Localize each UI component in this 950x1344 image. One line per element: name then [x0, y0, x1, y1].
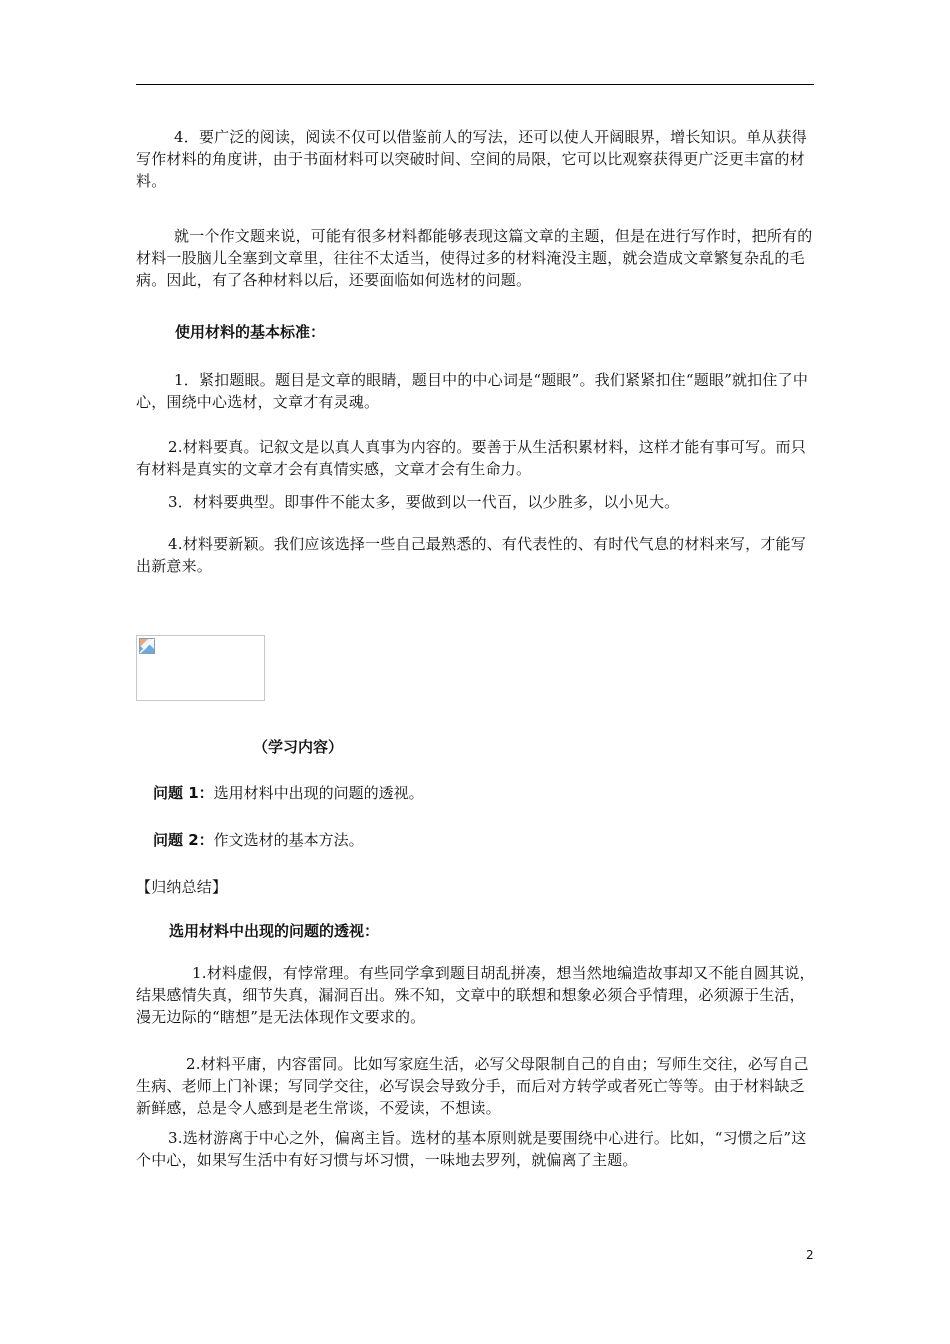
page-number: 2 [806, 1248, 814, 1262]
heading-summary: 【归纳总结】 [136, 878, 228, 896]
image-placeholder [136, 635, 265, 701]
standard-item-3: 3．材料要典型。即事件不能太多，要做到以一代百，以少胜多，以小见大。 [168, 493, 680, 511]
question-1 [153, 782, 424, 804]
question-2-label: 问题 2： [153, 831, 214, 849]
standard-item-4: 4.材料要新颖。我们应该选择一些自己最熟悉的、有代表性的、有时代气息的材料来写，才能写出新意来。 [136, 535, 806, 575]
problem-item-1: 1.材料虚假，有悖常理。有些同学拿到题目胡乱拼凑，想当然地编造故事却又不能自圆其说，结果感情失真，细节失真，漏洞百出。殊不知，文章中的联想和想象必须合乎情理，必须源于生活，漫无边际的“瞎想”是无法体现作文要求的。 [136, 964, 815, 1026]
heading-material-standards: 使用材料的基本标准： [175, 323, 326, 341]
broken-image-icon [139, 638, 155, 654]
header-rule [136, 84, 814, 85]
standard-item-2: 2.材料要真。记叙文是以真人真事为内容的。要善于从生活积累材料，这样才能有事可写。而只有材料是真实的文章才会有真情实感，文章才会有生命力。 [136, 438, 806, 478]
problem-item-2: 2.材料平庸，内容雷同。比如写家庭生活，必写父母限制自己的自由；写师生交往，必写自己生病、老师上门补课；写同学交往，必写误会导致分手，而后对方转学或者死亡等等。由于材料缺乏新鲜感，总是令人感到是老生常谈，不爱读，不想读。 [136, 1055, 809, 1117]
question-2-text: 作文选材的基本方法。 [213, 831, 364, 849]
problem-item-3: 3.选材游离于中心之外，偏离主旨。选材的基本原则就是要围绕中心进行。比如，“习惯之后”这个中心，如果写生活中有好习惯与坏习惯，一味地去罗列，就偏离了主题。 [136, 1129, 807, 1169]
question-1-text: 选用材料中出现的问题的透视。 [213, 784, 424, 802]
question-1-label: 问题 1： [153, 784, 214, 802]
standard-item-1: 1．紧扣题眼。题目是文章的眼睛，题目中的中心词是“题眼”。我们紧紧扣住“题眼”就扣住了中心，围绕中心选材，文章才有灵魂。 [136, 371, 809, 411]
paragraph-wide-reading: 4．要广泛的阅读，阅读不仅可以借鉴前人的写法，还可以使人开阔眼界，增长知识。单从获得写作材料的角度讲，由于书面材料可以突破时间、空间的局限，它可以比观察获得更广泛更丰富的材料。 [136, 128, 807, 190]
paragraph-material-selection: 就一个作文题来说，可能有很多材料都能够表现这篇文章的主题，但是在进行写作时，把所有的材料一股脑儿全塞到文章里，往往不太适当，使得过多的材料淹没主题，就会造成文章繁复杂乱的毛病。因此，有了各种材料以后，还要面临如何选材的问题。 [136, 227, 813, 289]
question-2 [153, 829, 364, 851]
heading-study-content: （学习内容） [253, 738, 344, 756]
heading-problems-perspective: 选用材料中出现的问题的透视： [169, 922, 380, 940]
